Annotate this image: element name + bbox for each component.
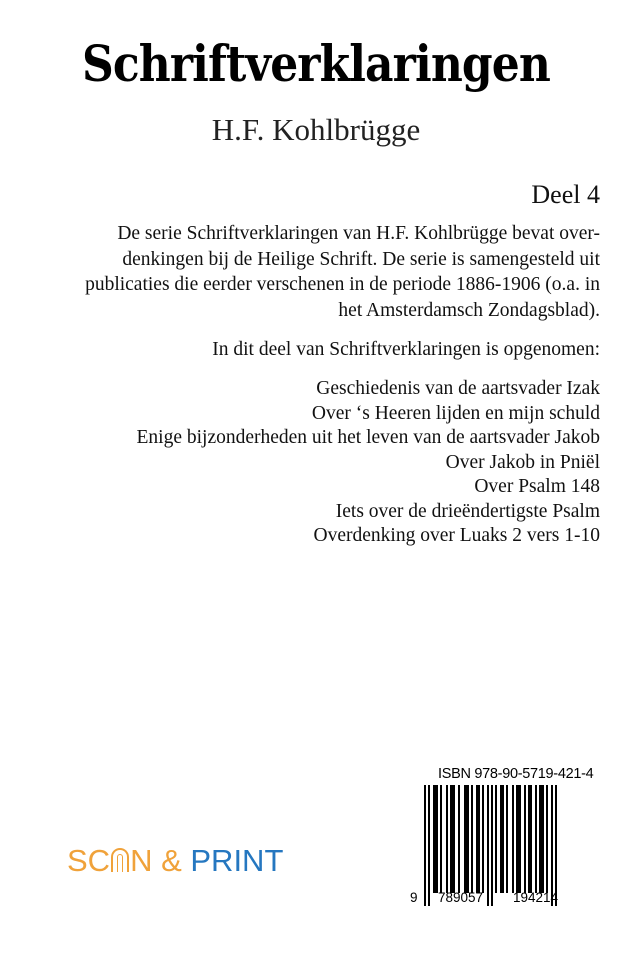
barcode-bars — [424, 785, 589, 905]
series-description — [60, 221, 600, 323]
barcode-digits-right: 194214 — [513, 890, 559, 905]
description-line: denkingen bij de Heilige Schrift. De serie is samengesteld uit — [122, 248, 600, 270]
logo-scan-text-b: N — [130, 843, 153, 878]
description-line: het Amsterdamsch Zondagsblad). — [338, 299, 600, 321]
contents-item: Iets over de drieëndertigste Psalm — [335, 500, 600, 522]
book-author: H.F. Kohlbrügge — [211, 112, 421, 147]
contents-item: Over Psalm 148 — [474, 476, 600, 497]
volume-label: Deel 4 — [531, 180, 600, 209]
description-line: De serie Schriftverklaringen van H.F. Kohlbrügge bevat over- — [117, 223, 600, 244]
contents-item: Over Jakob in Pniël — [445, 451, 600, 473]
contents-item: Over ‘s Heeren lijden en mijn schuld — [311, 402, 600, 424]
book-arch-icon — [111, 848, 129, 872]
logo-ampersand: & — [152, 843, 191, 878]
logo-scan-text-a: SC — [67, 843, 111, 878]
isbn-label: ISBN 978-90-5719-421-4 — [438, 766, 594, 782]
contents-item: Enige bijzonderheden uit het leven van de aartsvader Jakob — [136, 427, 600, 448]
isbn-barcode — [410, 766, 610, 916]
barcode-digits-left: 789057 — [438, 890, 484, 905]
barcode-digit-first: 9 — [410, 890, 418, 905]
contents-list — [137, 377, 601, 549]
logo-print-text: PRINT — [190, 843, 284, 878]
scan-and-print-logo — [67, 843, 283, 879]
contents-item: Overdenking over Luaks 2 vers 1-10 — [313, 525, 600, 546]
contents-intro: In dit deel van Schriftverklaringen is opgenomen: — [212, 339, 600, 360]
book-title: Schriftverklaringen — [81, 34, 551, 93]
description-line: publicaties die eerder verschenen in de periode 1886-1906 (o.a. in — [85, 274, 600, 295]
contents-item: Geschiedenis van de aartsvader Izak — [316, 378, 600, 399]
